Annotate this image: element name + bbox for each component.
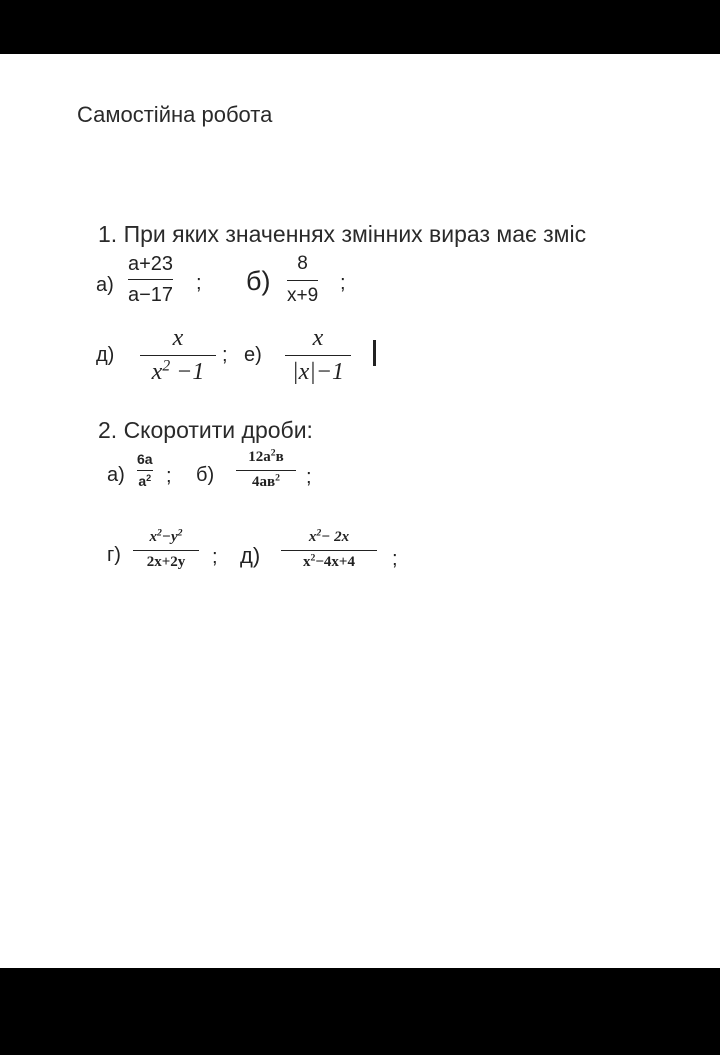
fraction-bar (137, 470, 153, 471)
fraction-numerator: 6a (137, 451, 153, 467)
fraction-bar (281, 550, 377, 551)
task2-label-a: а) (107, 464, 125, 486)
fraction-numerator: x (312, 325, 324, 351)
task1-separator-a: ; (196, 272, 202, 294)
fraction-numerator: $x^2-y^2$ (149, 527, 183, 545)
text-cursor (373, 340, 376, 366)
fraction-denominator: $x^2-4x+4$ (303, 552, 355, 570)
fraction-bar (285, 355, 351, 356)
fraction-denominator: |x|−1 (291, 359, 345, 385)
fraction-numerator: $x^2- 2x$ (308, 527, 350, 545)
fraction-bar (128, 279, 173, 280)
task2-heading: 2. Скоротити дроби: (98, 417, 313, 443)
task2-separator-g: ; (212, 546, 218, 568)
task2-separator-d: ; (392, 548, 398, 570)
task1-fraction-b (287, 254, 318, 305)
fraction-denominator: $a^2$ (138, 473, 152, 489)
document-page (0, 54, 720, 968)
fraction-numerator: x (172, 325, 184, 351)
task2-label-b: б) (196, 464, 215, 486)
fraction-bar (133, 550, 199, 551)
fraction-denominator: 2x+2y (146, 554, 186, 570)
task2-separator-b: ; (306, 466, 312, 488)
bottom-black-bar (0, 968, 720, 1055)
task2-fraction-a (137, 452, 153, 488)
fraction-bar (140, 355, 216, 356)
task2-fraction-b (236, 447, 296, 490)
task1-fraction-a (128, 254, 173, 305)
fraction-bar (287, 280, 318, 281)
task1-heading: 1. При яких значеннях змінних вираз має зміс (98, 221, 587, 247)
fraction-denominator: $x^2 -1$ (151, 357, 205, 385)
fraction-denominator: x+9 (287, 285, 319, 306)
fraction-denominator: $4aв^2$ (252, 472, 280, 490)
top-black-bar (0, 0, 720, 54)
page-title: Самостійна робота (77, 102, 273, 127)
fraction-numerator: a+23 (128, 253, 174, 275)
fraction-bar (236, 470, 296, 471)
task1-label-b: б) (246, 266, 271, 296)
task1-fraction-e (285, 326, 351, 384)
task1-label-a: а) (96, 274, 114, 296)
fraction-denominator: a−17 (128, 284, 174, 306)
task1-fraction-d (140, 326, 216, 384)
task2-label-g: г) (107, 544, 121, 566)
task1-separator-d: ; (222, 344, 228, 366)
fraction-numerator: $12a^2в$ (248, 447, 284, 465)
task2-fraction-d (281, 527, 377, 570)
task1-label-e: е) (244, 344, 262, 366)
task1-label-d: д) (96, 344, 115, 366)
fraction-numerator: 8 (297, 253, 308, 274)
task2-fraction-g (133, 527, 199, 570)
task1-separator-b: ; (340, 272, 346, 294)
task2-label-d: д) (240, 543, 261, 568)
task2-separator-a: ; (166, 465, 172, 487)
